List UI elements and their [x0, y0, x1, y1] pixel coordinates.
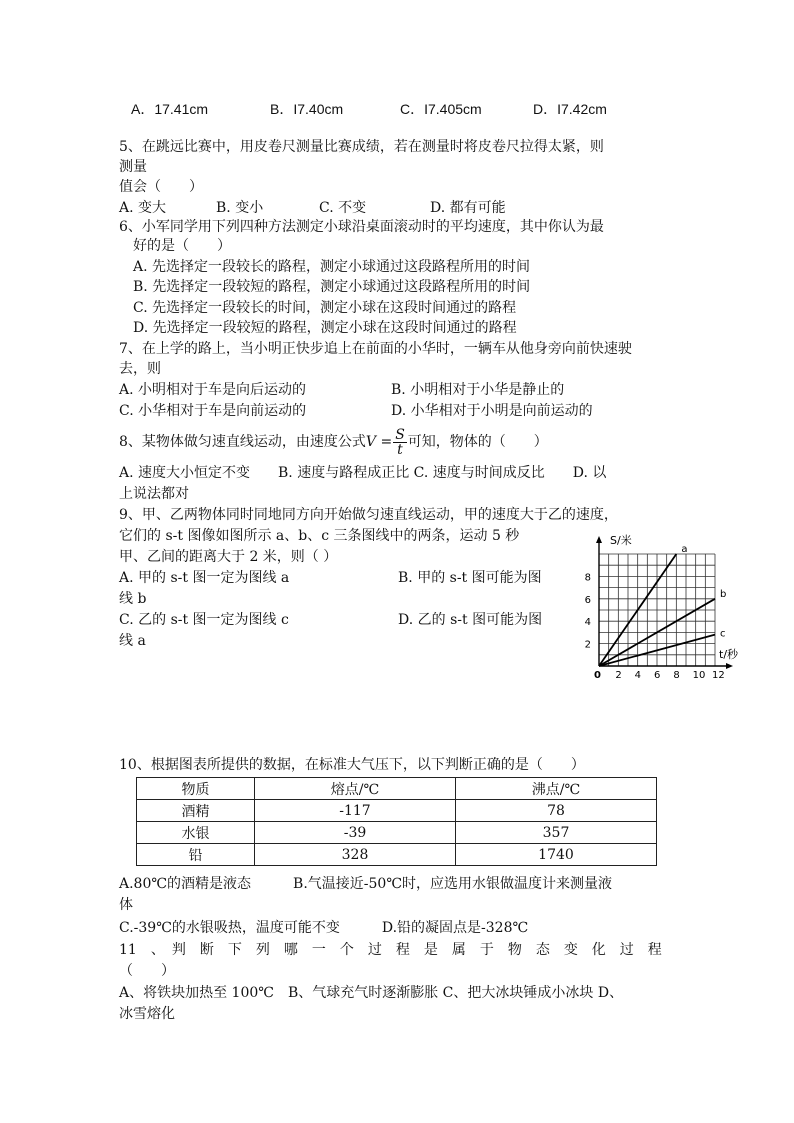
table-header-cell: 物质: [137, 778, 255, 800]
st-chart: [585, 528, 755, 686]
q8-formula-fraction: [393, 428, 407, 457]
q5-option-a: A. 变大: [119, 200, 167, 216]
q10-options-line1: A.80℃的酒精是液态 B.气温接近-50℃时，应选用水银做温度计来测量液: [119, 876, 612, 892]
q6-stem-line1: 6、小军同学用下列四种方法测定小球沿桌面滚动时的平均速度，其中你认为最: [119, 219, 604, 235]
q11-stem-line1: 11 、 判 断 下 列 哪 一 个 过 程 是 属 于 物 态 变 化 过 程: [119, 942, 662, 958]
q10-stem: 10、根据图表所提供的数据，在标准大气压下，以下判断正确的是（ ）: [119, 757, 585, 773]
q7-option-d: D. 小华相对于小明是向前运动的: [391, 403, 593, 419]
q11-options-line1: A、将铁块加热至 100℃ B、气球充气时逐渐膨胀 C、把大冰块锤成小冰块 D、: [119, 985, 624, 1001]
q4-option-c: C．I7.405cm: [400, 101, 482, 117]
q7-option-a: A. 小明相对于车是向后运动的: [119, 382, 307, 398]
chart-labels: [585, 533, 739, 681]
x-axis-label: t/秒: [719, 648, 739, 661]
q6-option-d: D. 先选择定一段较短的路程，测定小球在这段时间通过的路程: [133, 320, 517, 336]
series-label-c: c: [720, 628, 726, 640]
q6-option-c: C. 先选择定一段较长的时间，测定小球在这段时间通过的路程: [133, 300, 517, 316]
x-tick-label: 10: [692, 670, 706, 681]
q9-option-d-cont: 线 a: [119, 633, 146, 649]
q8-options-line1: A. 速度大小恒定不变 B. 速度与路程成正比 C. 速度与时间成反比 D. 以: [119, 465, 607, 481]
q6-option-b: B. 先选择定一段较短的路程，测定小球通过这段路程所用的时间: [133, 279, 531, 295]
table-cell: 78: [455, 800, 656, 822]
q8-stem: [119, 426, 548, 458]
y-tick-label: 2: [585, 639, 591, 651]
q7-option-b: B. 小明相对于小华是静止的: [391, 382, 565, 398]
q10-data-table: [136, 777, 657, 866]
table-cell: -39: [255, 822, 456, 844]
chart-grid: [599, 554, 715, 666]
y-tick-label: 8: [585, 572, 591, 584]
x-tick-label: 0: [594, 670, 601, 681]
table-header-row: [137, 778, 657, 800]
table-row: [137, 800, 657, 822]
table-row: [137, 844, 657, 866]
table-cell: 铅: [137, 844, 255, 866]
q5-option-c: C. 不变: [319, 200, 367, 216]
q4-option-a: A．17.41cm: [131, 101, 209, 117]
q9-stem-line3: 甲、乙间的距离大于 2 米，则（ ）: [119, 549, 338, 565]
x-tick-label: 6: [654, 670, 661, 681]
x-axis-arrow: [726, 663, 733, 669]
q10-options-line2: 体: [119, 897, 133, 913]
y-tick-label: 6: [585, 594, 591, 606]
series-label-b: b: [720, 588, 727, 600]
y-axis-arrow: [596, 536, 602, 543]
table-header-cell: 沸点/℃: [455, 778, 656, 800]
q5-option-b: B. 变小: [216, 200, 264, 216]
table-cell: 水银: [137, 822, 255, 844]
q7-stem-line2: 去，则: [119, 361, 161, 377]
q8-stem-after: 可知，物体的（ ）: [407, 434, 548, 450]
q8-stem-before: 8、某物体做匀速直线运动，由速度公式: [119, 434, 366, 450]
table-cell: 357: [455, 822, 656, 844]
q9-option-b: B. 甲的 s-t 图可能为图: [398, 570, 542, 586]
q7-stem-line1: 7、在上学的路上，当小明正快步追上在前面的小华时，一辆车从他身旁向前快速驶: [119, 341, 632, 357]
q11-stem-line2: （ ）: [119, 963, 175, 979]
table-header-cell: 熔点/℃: [255, 778, 456, 800]
x-tick-label: 4: [634, 670, 642, 681]
q7-option-c: C. 小华相对于车是向前运动的: [119, 403, 307, 419]
q4-option-d: D．I7.42cm: [533, 101, 607, 117]
series-label-a: a: [681, 544, 688, 555]
q6-stem-line2: 好的是（ ）: [133, 238, 231, 254]
q9-stem-line1: 9、甲、乙两物体同时同地同方向开始做匀速直线运动，甲的速度大于乙的速度，: [119, 507, 618, 523]
table-cell: -117: [255, 800, 456, 822]
q5-stem-line1: 5、在跳远比赛中，用皮卷尺测量比赛成绩，若在测量时将皮卷尺拉得太紧，则: [119, 139, 604, 155]
q9-option-b-cont: 线 b: [119, 591, 147, 607]
q9-option-c: C. 乙的 s-t 图一定为图线 c: [119, 612, 289, 628]
q8-formula-denominator: t: [397, 441, 403, 458]
q9-option-a: A. 甲的 s-t 图一定为图线 a: [119, 570, 290, 586]
q9-stem-line2: 它们的 s-t 图像如图所示 a、b、c 三条图线中的两条，运动 5 秒: [119, 528, 520, 544]
x-tick-label: 8: [673, 670, 680, 681]
table-cell: 酒精: [137, 800, 255, 822]
y-tick-label: 4: [585, 617, 591, 629]
q10-options-line3: C.-39℃的水银吸热，温度可能不变 D.铅的凝固点是-328℃: [119, 920, 529, 936]
q8-formula-numerator: S: [395, 426, 405, 443]
table-cell: 328: [255, 844, 456, 866]
table-cell: 1740: [455, 844, 656, 866]
x-tick-label: 2: [615, 670, 622, 681]
q9-option-d: D. 乙的 s-t 图可能为图: [398, 612, 543, 628]
q5-stem-line3: 值会（ ）: [119, 179, 203, 195]
q8-formula-lhs: V =: [365, 434, 393, 450]
q8-options-line2: 上说法都对: [119, 486, 189, 502]
table-row: [137, 822, 657, 844]
q4-option-b: B．I7.40cm: [270, 101, 344, 117]
q5-stem-line2: 测量: [119, 159, 147, 175]
q5-option-d: D. 都有可能: [430, 200, 506, 216]
q11-options-line2: 冰雪熔化: [119, 1006, 175, 1022]
x-tick-label: 12: [712, 670, 725, 681]
q6-option-a: A. 先选择定一段较长的路程，测定小球通过这段路程所用的时间: [133, 259, 531, 275]
y-axis-label: S/米: [610, 534, 632, 547]
